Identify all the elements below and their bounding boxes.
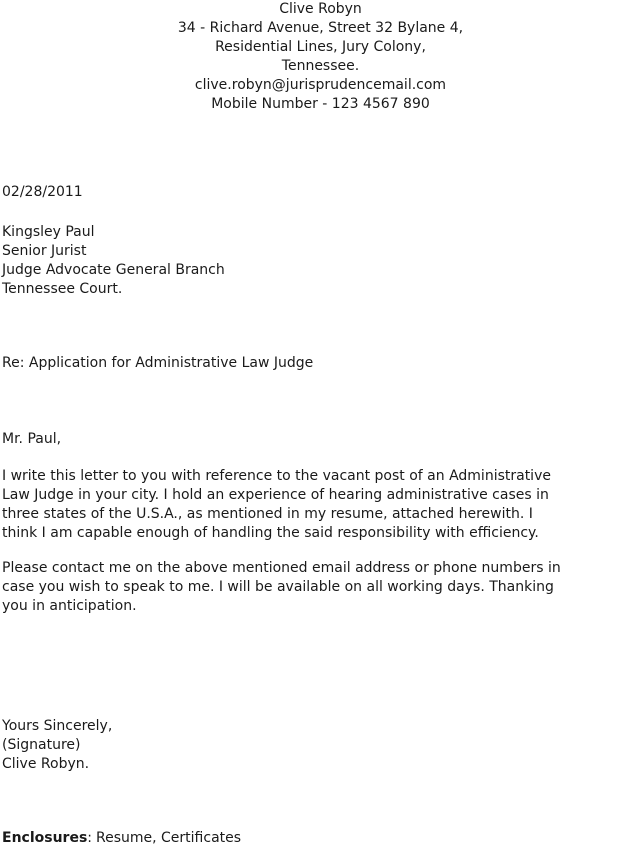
sender-address-line-3: Tennessee. bbox=[281, 58, 360, 74]
date-text: 02/28/2011 bbox=[2, 184, 83, 200]
recipient-department: Judge Advocate General Branch bbox=[2, 262, 225, 278]
sender-email: clive.robyn@jurisprudencemail.com bbox=[194, 77, 447, 93]
subject-text: Re: Application for Administrative Law Judge bbox=[2, 355, 314, 371]
enclosures-items: Resume, Certificates bbox=[96, 830, 242, 846]
paragraph-line: think I am capable enough of handling the said responsibility with efficiency. bbox=[2, 525, 539, 541]
salutation-text: Mr. Paul, bbox=[2, 431, 62, 447]
paragraph-line: Law Judge in your city. I hold an experience of hearing administrative cases in bbox=[2, 487, 549, 503]
letter-date bbox=[2, 183, 83, 202]
recipient-name: Kingsley Paul bbox=[2, 224, 95, 240]
paragraph-line: three states of the U.S.A., as mentioned in my resume, attached herewith. I bbox=[2, 506, 533, 522]
body-paragraph-1 bbox=[2, 467, 551, 543]
closing-block bbox=[2, 717, 112, 774]
sender-header bbox=[12, 0, 617, 114]
sender-name: Clive Robyn bbox=[279, 1, 362, 17]
recipient-address bbox=[2, 223, 225, 299]
signed-name: Clive Robyn. bbox=[2, 756, 90, 772]
enclosures-line bbox=[2, 829, 241, 848]
paragraph-line: Please contact me on the above mentioned email address or phone numbers in bbox=[2, 560, 561, 576]
subject-line bbox=[2, 354, 313, 373]
paragraph-line: I write this letter to you with reference to the vacant post of an Administrative bbox=[2, 468, 551, 484]
enclosures-separator: : bbox=[87, 830, 92, 846]
sender-address-line-1: 34 - Richard Avenue, Street 32 Bylane 4, bbox=[177, 20, 464, 36]
paragraph-line: case you wish to speak to me. I will be available on all working days. Thanking bbox=[2, 579, 554, 595]
salutation bbox=[2, 430, 61, 449]
paragraph-line: you in anticipation. bbox=[2, 598, 137, 614]
valediction: Yours Sincerely, bbox=[2, 718, 113, 734]
signature-placeholder: (Signature) bbox=[2, 737, 81, 753]
sender-address-line-2: Residential Lines, Jury Colony, bbox=[215, 39, 426, 55]
recipient-title: Senior Jurist bbox=[2, 243, 87, 259]
recipient-organization: Tennessee Court. bbox=[2, 281, 123, 297]
body-paragraph-2 bbox=[2, 559, 561, 616]
sender-phone: Mobile Number - 123 4567 890 bbox=[211, 96, 430, 112]
enclosures-label: Enclosures bbox=[2, 830, 88, 846]
